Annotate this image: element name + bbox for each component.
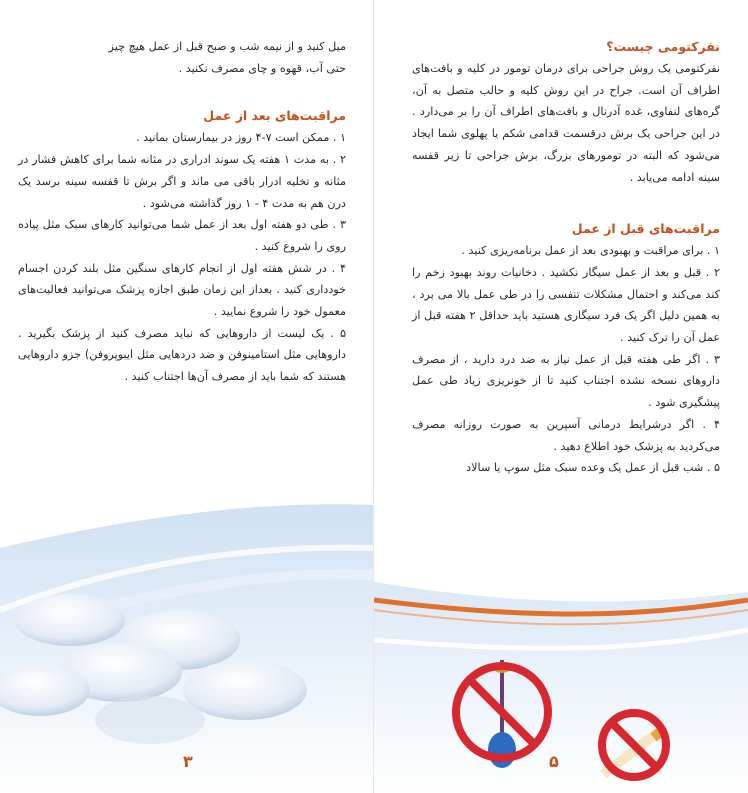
before-item-2: ۲ . قبل و بعد از عمل سیگار نکشید . دخانیات روند بهبود زخم را کند می‌کند و احتمال مشکلات تنفسی را در طی عمل بالا می برد ، به همین دلیل اگر یک فرد سیگاری هستید باید حداقل ۲ هفته قبل از عمل آن را ترک کنید . xyxy=(412,265,720,345)
right-column xyxy=(412,36,720,479)
page-number-right: ۵ xyxy=(549,752,559,771)
what-is-nephrectomy-heading: نفرکتومی چیست؟ xyxy=(606,39,720,54)
what-is-nephrectomy-text: نفرکتومی یک روش جراحی برای درمان تومور در کلیه و بافت‌های اطراف آن است. جراح در این روش کلیه و حالب متصل به آن، گره‌های لنفاوی، غده آدرنال و بافت‌های اطراف آن را بر می‌دارد . در این جراحی یک برش درقسمت قدامی شکم یا پهلوی شما ایجاد می‌شود که البته در تومورهای بزرگ، برش جراحی تا زیر قفسه سینه ادامه می‌یابد . xyxy=(412,62,720,184)
right-page xyxy=(374,0,748,793)
after-item-5: ۵ . یک لیست از داروهایی که نباید مصرف کنید از پزشک بگیرید . داروهایی مثل استامینوفن و ضد دردهایی مثل ایبوپروفن) جزو داروهایی هستند که شما باید از مصرف آن‌ها اجتناب کنید . xyxy=(18,326,346,384)
intro-line-1: میل کنید و از نیمه شب و صبح قبل از عمل هیچ چیز xyxy=(108,40,346,53)
before-surgery-heading: مراقبت‌های قبل از عمل xyxy=(571,221,720,237)
left-column xyxy=(18,36,346,388)
intro-line-2: حتی آب، قهوه و چای مصرف نکنید . xyxy=(178,61,346,75)
before-item-5: ۵ . شب قبل از عمل یک وعده سبک مثل سوپ یا سالاد xyxy=(466,461,720,475)
after-item-4: ۴ . در شش هفته اول از انجام کارهای سنگین مثل بلند کردن اجسام خودداری کنید . بعداز این زمان طبق اجازه پزشک می‌توانید فعالیت‌های معمول خود را شروع نمایید . xyxy=(18,261,346,319)
after-item-1: ۱ . ممکن است ۷-۴ روز در بیمارستان بمانید . xyxy=(136,131,346,145)
after-surgery-heading: مراقبت‌های بعد از عمل xyxy=(203,108,346,124)
before-item-3: ۳ . اگر طی هفته قبل از عمل نیاز به ضد درد دارید ، از مصرف داروهای نسخه نشده اجتناب کنید تا از خونریزی زیاد طی عمل پیشگیری شود . xyxy=(412,352,720,410)
after-item-3: ۳ . طی دو هفته اول بعد از عمل شما می‌توانید کارهای سبک مثل پیاده روی را شروع کنید . xyxy=(18,218,346,253)
after-item-2: ۲ . به مدت ۱ هفته یک سوند ادراری در مثانه شما برای کاهش فشار در مثانه و تخلیه ادرار باقی می ماند و اگر برش تا قفسه سینه برسد یک درن هم به مدت ۴ - ۱ روز گذاشته می‌شود . xyxy=(18,153,346,210)
before-item-4: ۴ . اگر درشرایط درمانی آسپرین به صورت روزانه مصرف می‌کردید به پزشک خود اطلاع دهید . xyxy=(412,417,720,453)
before-item-1: ۱ . برای مراقبت و بهبودی بعد از عمل برنامه‌ریزی کنید . xyxy=(461,244,720,258)
page-number-left: ۳ xyxy=(183,752,193,771)
